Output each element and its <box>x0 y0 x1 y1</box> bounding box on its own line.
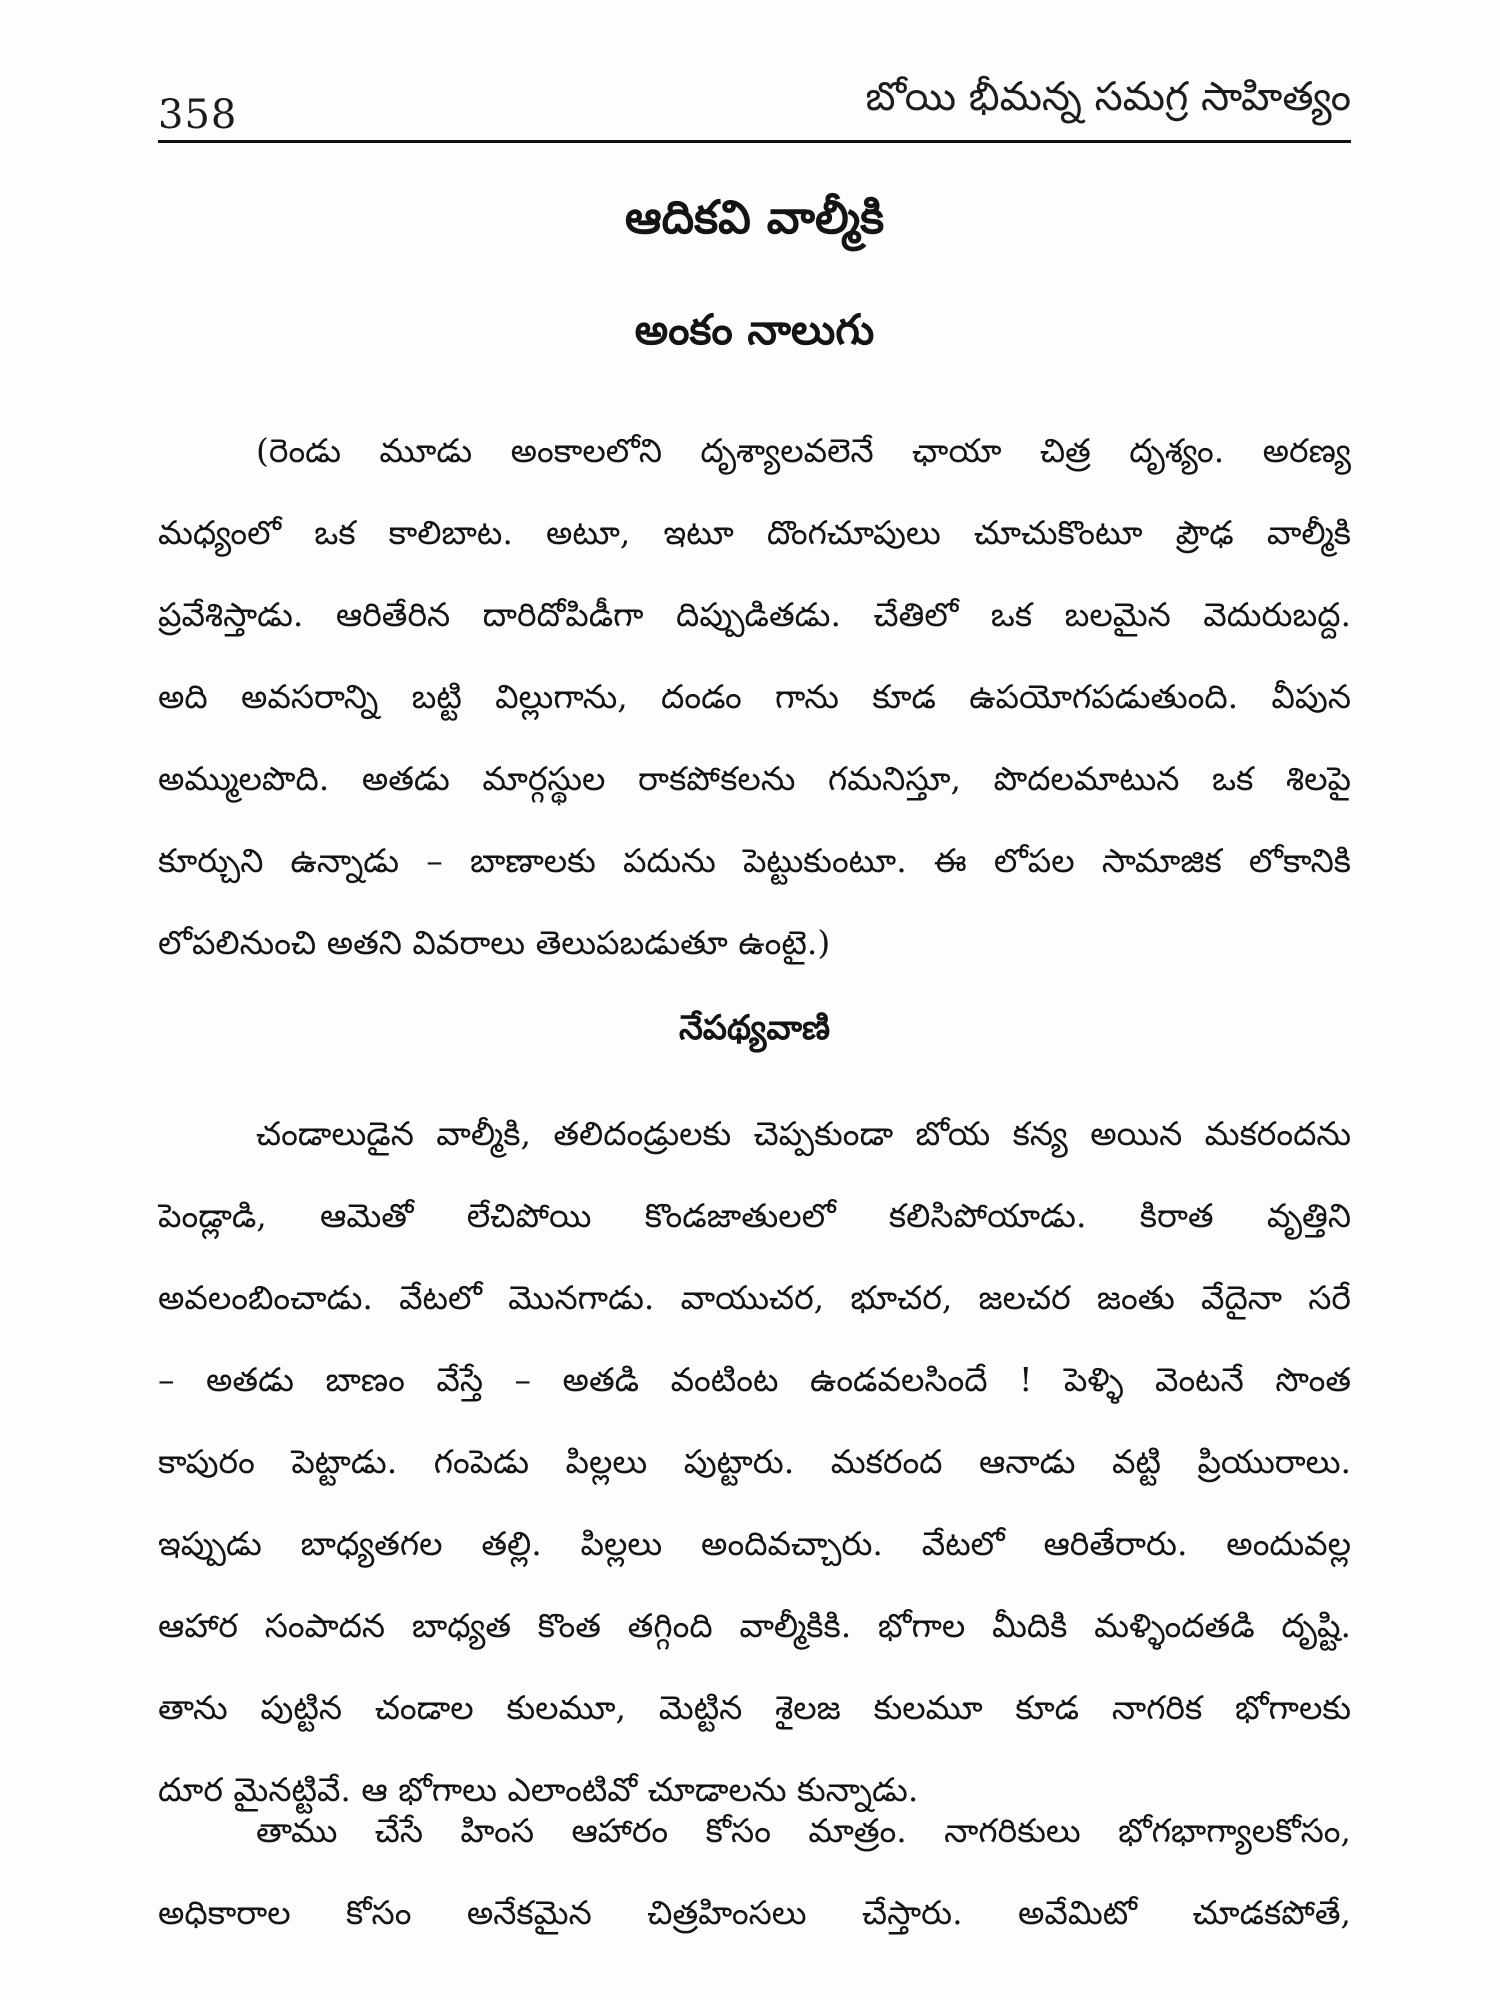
text-line: ప్రవేశిస్తాడు. ఆరితేరిన దారిదోపిడీగా దిప్పుడితడు. చేతిలో ఒక బలమైన వెదురుబద్ద. <box>158 595 1351 634</box>
text-line: ఆహార సంపాదన బాధ్యత కొంత తగ్గింది వాల్మీకికి. భోగాల మీదికి మళ్ళిందతడి దృష్టి. <box>158 1606 1351 1645</box>
narration-paragraph <box>158 1093 1351 1831</box>
text-line: మధ్యంలో ఒక కాలిబాట. అటూ, ఇటూ దొంగచూపులు చూచుకొంటూ ప్రౌఢ వాల్మీకి <box>158 513 1351 552</box>
narration-paragraph <box>158 1790 1351 1954</box>
text-line: (రెండు మూడు అంకాలలోని దృశ్యాలవలెనే ఛాయా చిత్ర దృశ్యం. అరణ్య <box>256 431 1351 470</box>
running-head <box>158 70 1351 142</box>
text-line: దూర మైనట్టివే. ఆ భోగాలు ఎలాంటివో చూడాలను కున్నాడు. <box>158 1770 919 1809</box>
section-heading: నేపథ్యవాణి <box>678 1008 831 1048</box>
text-line: చండాలుడైన వాల్మీకి, తలిదండ్రులకు చెప్పకుండా బోయ కన్య అయిన మకరందను <box>256 1114 1351 1153</box>
text-line: కూర్చుని ఉన్నాడు – బాణాలకు పదును పెట్టుకుంటూ. ఈ లోపల సామాజిక లోకానికి <box>158 841 1351 880</box>
text-line: అమ్ములపొది. అతడు మార్గస్థుల రాకపోకలను గమనిస్తూ, పొదలమాటున ఒక శిలపై <box>158 759 1351 798</box>
text-line: అధికారాల కోసం అనేకమైన చిత్రహింసలు చేస్తారు. అవేమిటో చూడకపోతే, <box>158 1893 1351 1932</box>
text-line: కాపురం పెట్టాడు. గంపెడు పిల్లలు పుట్టారు. మకరంద ఆనాడు వట్టి ప్రియురాలు. <box>158 1442 1351 1481</box>
text-line: లోపలినుంచి అతని వివరాలు తెలుపబడుతూ ఉంటై.) <box>158 923 831 962</box>
text-line: ఇప్పుడు బాధ్యతగల తల్లి. పిల్లలు అందివచ్చారు. వేటలో ఆరితేరారు. అందువల్ల <box>158 1524 1351 1563</box>
header-rule <box>158 140 1351 143</box>
text-line: – అతడు బాణం వేస్తే – అతడి వంటింట ఉండవలసిందే ! పెళ్ళి వెంటనే సొంత <box>158 1360 1351 1399</box>
act-title: అంకం నాలుగు <box>634 305 875 354</box>
text-line: తాను పుట్టిన చండాల కులమూ, మెట్టిన శైలజ కులమూ కూడ నాగరిక భోగాలకు <box>158 1688 1351 1727</box>
page-number: 358 <box>158 92 238 138</box>
text-line: పెండ్లాడి, ఆమెతో లేచిపోయి కొండజాతులలో కలిసిపోయాడు. కిరాత వృత్తిని <box>158 1196 1351 1235</box>
text-line: అవలంబించాడు. వేటలో మొనగాడు. వాయుచర, భూచర, జలచర జంతు వేదైనా సరే <box>158 1278 1351 1317</box>
text-line: అది అవసరాన్ని బట్టి విల్లుగాను, దండం గాను కూడ ఉపయోగపడుతుంది. వీపున <box>158 677 1351 716</box>
text-line: తాము చేసే హింస ఆహారం కోసం మాత్రం. నాగరికులు భోగభాగ్యాలకోసం, <box>256 1811 1351 1850</box>
book-title: బోయి భీమన్న సమగ్ర సాహిత్యం <box>865 74 1351 120</box>
stage-direction-paragraph <box>158 410 1351 984</box>
chapter-title: ఆదికవి వాల్మీకి <box>624 190 885 244</box>
